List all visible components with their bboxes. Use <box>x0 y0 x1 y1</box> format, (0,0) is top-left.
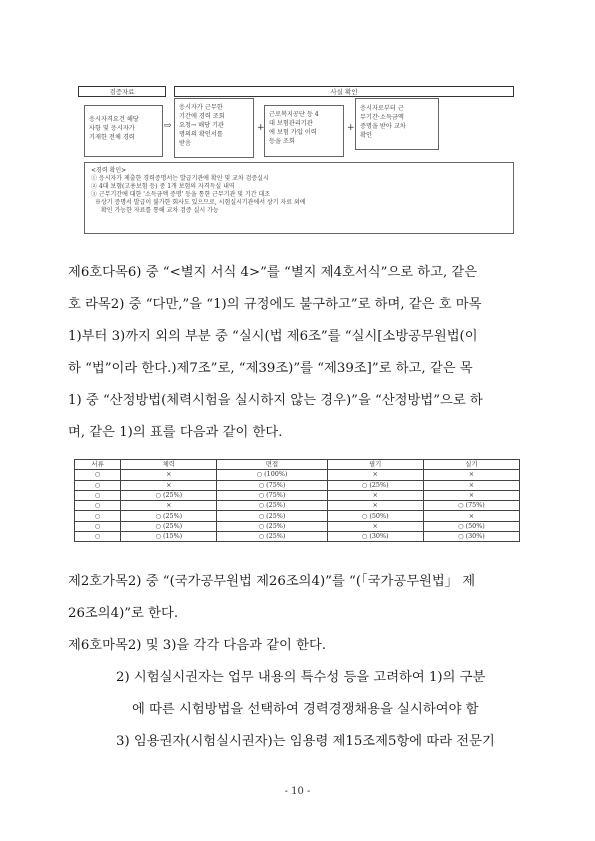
table-row <box>75 511 520 521</box>
paragraph-line: 며, 같은 1)의 표를 다음과 같이 한다. <box>68 425 283 440</box>
table-cell: × <box>121 480 217 490</box>
paragraph-line: 하 “법”이라 한다.)제7조”로, “제39조)”를 “제39조]”로 하고, 같은 목 <box>68 361 473 376</box>
note-item: ② 4대 보험(고용보험 등) 중 1개 보험의 자격득실 내역 <box>91 183 235 190</box>
paragraph-line: 제6호다목6) 중 “<별지 서식 4>”를 “별지 제4호서식”으로 하고, 같은 <box>68 265 478 280</box>
table-cell: ○ (75%) <box>423 501 519 511</box>
table-cell: ○ (15%) <box>121 532 217 542</box>
table-header-row <box>75 460 520 470</box>
table-row <box>75 470 520 480</box>
table-cell: × <box>121 470 217 480</box>
table-row <box>75 480 520 490</box>
table-cell: ○ (75%) <box>217 490 327 500</box>
item-3-line: 3) 임용권자(시험실시권자)는 임용령 제15조제5항에 따라 전문기 <box>116 734 495 749</box>
page-number: - 10 - <box>284 786 311 797</box>
career-check-notes <box>84 162 514 234</box>
note-item: ※상기 증명서 발급이 불가한 회사도 있으므로, 시험실시기관에서 상기 자료 외에 <box>95 199 306 206</box>
table-cell: × <box>327 470 423 480</box>
table-cell: × <box>327 521 423 531</box>
table-cell: ○ <box>75 521 121 531</box>
table-cell: ○ (25%) <box>121 511 217 521</box>
box-career-line: 응시자가 근무한 <box>179 104 223 111</box>
note-item: ① 응시자가 제출한 경력증명서는 발급기관에 확인 및 교차 검증실시 <box>91 175 269 182</box>
table-cell: × <box>423 470 519 480</box>
paragraph-line: 호 라목2) 중 “다만,”을 “1)의 규정에도 불구하고”로 하며, 같은 호 마목 <box>68 297 482 312</box>
paragraph-line: 1) 중 “산정방법(체력시험을 실시하지 않는 경우)”을 “산정방법”으로 하 <box>68 393 483 408</box>
table-row <box>75 490 520 500</box>
table-row <box>75 521 520 531</box>
box-eligibility-line: 기재한 전체 경력 <box>89 134 135 141</box>
box-insurance-line: 등을 조회 <box>269 138 295 145</box>
table-cell: ○ (25%) <box>121 521 217 531</box>
table-cell: × <box>423 490 519 500</box>
table-cell: ○ (25%) <box>327 480 423 490</box>
note-title: <경력 확인> <box>91 167 127 174</box>
note-item: 확인 가능한 자료를 통해 교차 검증 실시 가능 <box>101 207 219 214</box>
table-cell: ○ (25%) <box>217 532 327 542</box>
box-career-line: 명의의 확인서를 <box>179 131 223 138</box>
table-cell: ○ (75%) <box>217 480 327 490</box>
table-cell: × <box>327 490 423 500</box>
box-income-line: 응시자로부터 근 <box>360 105 404 112</box>
box-insurance-line: 근로복지공단 등 4 <box>269 111 319 118</box>
box-eligibility-line: 응시자격요건 해당 <box>89 116 139 123</box>
box-income-line: 확인 <box>360 132 372 139</box>
table-cell: ○ (25%) <box>217 501 327 511</box>
table-cell: ○ <box>75 511 121 521</box>
item-2-line: 2) 시험실시권자는 업무 내용의 특수성 등을 고려하여 1)의 구분 <box>116 670 486 685</box>
box-eligibility <box>84 105 163 157</box>
table-cell: ○ (50%) <box>423 521 519 531</box>
box-insurance-line: 대 보험관리기관 <box>269 120 313 127</box>
box-insurance <box>264 105 344 157</box>
table-header-cell: 서류 <box>75 460 121 470</box>
exam-method-table <box>74 459 520 542</box>
table-cell: × <box>423 511 519 521</box>
table-cell: ○ <box>75 501 121 511</box>
table-cell: ○ (25%) <box>121 490 217 500</box>
box-income-line: 무기간·소득금액 <box>360 114 404 121</box>
plus-icon: + <box>347 123 355 133</box>
table-cell: ○ (50%) <box>327 511 423 521</box>
table-cell: ○ <box>75 470 121 480</box>
header-fact-check: 사실 확인 <box>174 86 514 97</box>
box-insurance-line: 에 보험 가입 이력 <box>269 129 317 136</box>
table-row <box>75 532 520 542</box>
box-income-line: 증명을 받아 교차 <box>360 123 406 130</box>
table-cell: ○ (25%) <box>217 521 327 531</box>
box-career-inquiry <box>174 98 254 158</box>
table-cell: ○ (25%) <box>217 511 327 521</box>
table-cell: × <box>121 501 217 511</box>
box-eligibility-line: 사항 및 응시자가 <box>89 125 135 132</box>
plus-icon: + <box>257 123 265 133</box>
table-row <box>75 501 520 511</box>
table-cell: × <box>423 480 519 490</box>
paragraph-line: 26조의4)”로 한다. <box>68 606 179 621</box>
table-header-cell: 실기 <box>423 460 519 470</box>
box-career-line: 기간에 경력 조회 <box>179 113 225 120</box>
table-cell: ○ <box>75 532 121 542</box>
box-career-line: 받음 <box>179 140 191 147</box>
table-header-cell: 면접 <box>217 460 327 470</box>
header-verification-docs: 검증자료 <box>78 86 166 97</box>
paragraph-line: 제6호마목2) 및 3)을 각각 다음과 같이 한다. <box>68 638 327 653</box>
table-cell: ○ (30%) <box>423 532 519 542</box>
paragraph-line: 제2호가목2) 중 “(국가공무원법 제26조의4)”를 “(「국가공무원법」 제 <box>68 574 476 589</box>
table-cell: ○ <box>75 480 121 490</box>
box-income-proof <box>355 98 439 150</box>
box-career-line: 요청→ 해당 기관 <box>179 122 224 129</box>
table-cell: × <box>327 501 423 511</box>
table-cell: ○ (30%) <box>327 532 423 542</box>
table-header-cell: 체력 <box>121 460 217 470</box>
paragraph-line: 1)부터 3)까지 외의 부분 중 “실시(법 제6조”를 “실시[소방공무원법(이 <box>68 329 478 344</box>
right-arrow-icon: ⇨ <box>164 121 172 131</box>
item-2-line: 에 따른 시험방법을 선택하여 경력경쟁채용을 실시하여야 함 <box>132 702 479 717</box>
table-cell: ○ (100%) <box>217 470 327 480</box>
table-cell: ○ <box>75 490 121 500</box>
table-header-cell: 필기 <box>327 460 423 470</box>
note-item: ③ 근무기간에 대한 '소득금액 증명' 등을 통한 근무기관 및 기간 대조 <box>91 191 271 198</box>
